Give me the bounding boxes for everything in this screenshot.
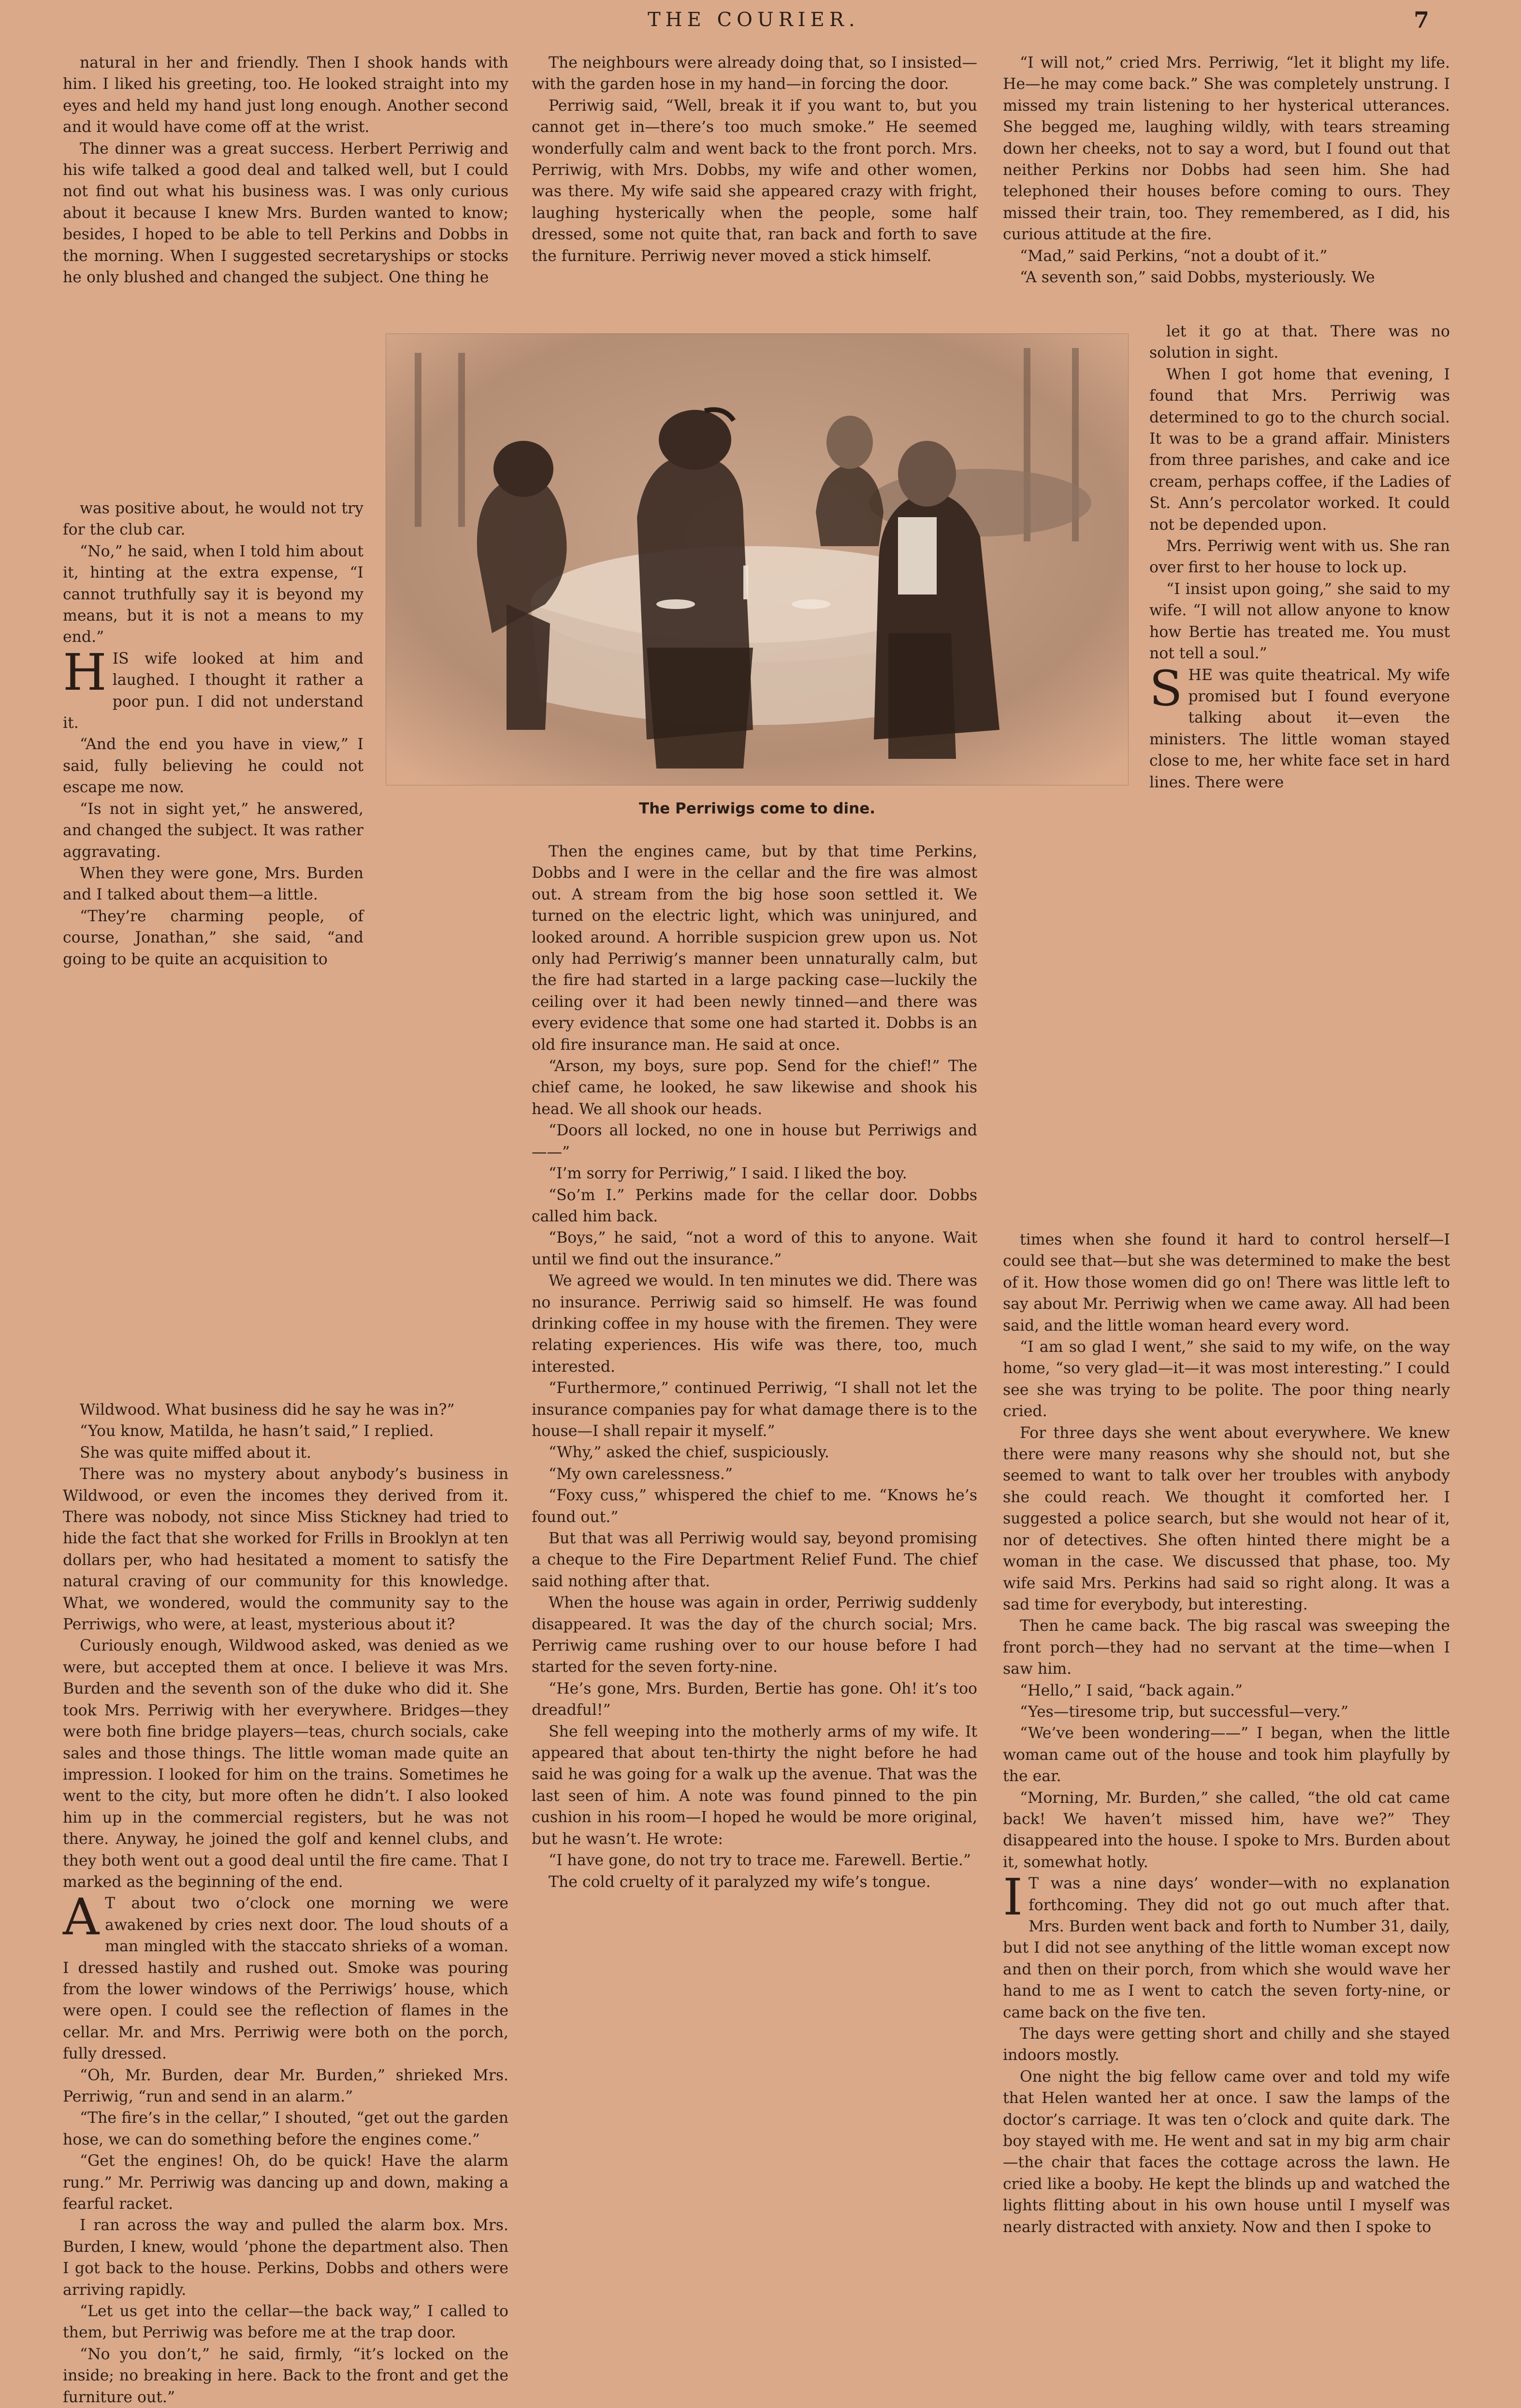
paragraph: Perriwig said, “Well, break it if you want to, but you cannot get in—there’s too much smoke.” He seemed wonderfully calm and went back to the front porch. Mrs. Perriwig, with Mrs. Dobbs, my wife and other women, was there. My wife said she appeared crazy with fright, laughing hysterically when the people, some half dressed, some not quite that, ran back and forth to save the furniture. Perriwig never moved a stick himself. [532, 97, 977, 265]
paragraph: “I am so glad I went,” she said to my wife, on the way home, “so very glad—it—it was most interesting.” I could see she was trying to be polite. The poor thing nearly cried. [1003, 1338, 1450, 1421]
paragraph: “Yes—tiresome trip, but successful—very.” [1020, 1703, 1348, 1721]
paragraph: We agreed we would. In ten minutes we did. There was no insurance. Perriwig said so himself. He was found drinking coffee in my house with the firemen. They were relating experiences. His wife was there, too, much interested. [532, 1272, 977, 1376]
paragraph: I ran across the way and pulled the alarm box. Mrs. Burden, I knew, would ’phone the department also. Then I got back to the house. Perkins, Dobbs and others were arriving rapidly. [63, 2217, 508, 2299]
paragraph: “Doors all locked, no one in house but Perriwigs and——” [532, 1122, 977, 1161]
column-1-bottom [63, 1399, 508, 2408]
paragraph: The neighbours were already doing that, so I insisted—with the garden hose in my hand—in forcing the door. [532, 54, 977, 93]
column-2-bottom [532, 841, 977, 1893]
paragraph: But that was all Perriwig would say, beyond promising a cheque to the Fire Department Relief Fund. The chief said nothing after that. [532, 1530, 977, 1590]
paragraph: For three days she went about everywhere. We knew there were many reasons why she should not, but she seemed to want to talk over her troubles with anybody she could reach. We thought it comforted her. I suggested a police search, but she would not hear of it, nor of detectives. She often hinted there might be a woman in the case. We discussed that phase, too. My wife said Mrs. Perkins had said so right along. It was a sad time for everybody, but interesting. [1003, 1424, 1450, 1613]
column-1-top [63, 52, 508, 288]
paragraph: When they were gone, Mrs. Burden and I talked about them—a little. [63, 864, 363, 904]
paragraph: “They’re charming people, of course, Jonathan,” she said, “and going to be quite an acquisition to [63, 907, 363, 968]
column-2-top [532, 52, 977, 267]
paragraph: Mrs. Perriwig went with us. She ran over first to her house to lock up. [1149, 537, 1450, 577]
paragraph [63, 642, 363, 734]
column-3-bottom [1003, 1229, 1450, 2238]
dinner-scene-image [386, 334, 1129, 785]
paragraph: natural in her and friendly. Then I shook hands with him. I liked his greeting, too. He looked straight into my eyes and held my hand just long enough. Another second and it would have come off at the wrist. [63, 54, 508, 136]
paragraph [63, 1887, 508, 2064]
paragraph: One night the big fellow came over and told my wife that Helen wanted her at once. I saw the lamps of the doctor’s carriage. It was ten o’clock and quite dark. The boy stayed with me. He went and sat in my big arm chair—the chair that faces the cottage across the lawn. He cried like a booby. He kept the blinds up and watched the lights flitting about in his own house until I myself was nearly distracted with anxiety. Now and then I spoke to [1003, 2068, 1450, 2236]
paragraph: “So’m I.” Perkins made for the cellar door. Dobbs called him back. [532, 1186, 977, 1225]
paragraph: “We’ve been wondering——” I began, when the little woman came out of the house and took him playfully by the ear. [1003, 1725, 1450, 1785]
paragraph: “Why,” asked the chief, suspiciously. [549, 1444, 829, 1462]
paragraph: “Hello,” I said, “back again.” [1020, 1682, 1243, 1699]
paragraph: “Get the engines! Oh, do be quick! Have the alarm rung.” Mr. Perriwig was dancing up and down, making a fearful racket. [63, 2152, 508, 2213]
paragraph: “Arson, my boys, sure pop. Send for the chief!” The chief came, he looked, he saw likewise and shook his head. We all shook our heads. [532, 1058, 977, 1118]
paragraph: “Let us get into the cellar—the back way,” I called to them, but Perriwig was before me at the trap door. [63, 2303, 508, 2342]
paragraph: Wildwood. What business did he say he was in?” [80, 1401, 455, 1419]
paragraph: The dinner was a great success. Herbert Perriwig and his wife talked a good deal and talked well, but I could not find out what his business was. I was only curious about it because I knew Mrs. Burden wanted to know; besides, I hoped to be able to tell Perkins and Dobbs in the morning. When I suggested secretaryships or stocks he only blushed and changed the subject. One thing he [63, 140, 508, 287]
paragraph: “I will not,” cried Mrs. Perriwig, “let it blight my life. He—he may come back.” She was completely unstrung. I missed my train listening to her hysterical utterances. She begged me, laughing wildly, with tears streaming down her cheeks, not to say a word, but I found out that neither Perkins nor Dobbs had seen him. She had telephoned their houses before coming to ours. They missed their train, too. They remembered, as I did, his curious attitude at the fire. [1003, 54, 1450, 244]
paragraph: “No you don’t,” he said, firmly, “it’s locked on the inside; no breaking in here. Back to the front and get the furniture out.” [63, 2345, 508, 2406]
paragraph: “Oh, Mr. Burden, dear Mr. Burden,” shrieked Mrs. Perriwig, “run and send in an alarm.” [63, 2066, 508, 2105]
paragraph: She fell weeping into the motherly arms of my wife. It appeared that about ten-thirty the night before he had said he was going for a walk up the avenue. That was the last seen of him. A note was found pinned to the pin cushion in his room—I hoped he would be more original, but he wasn’t. He wrote: [532, 1723, 977, 1848]
paragraph-text: T was a nine days’ wonder—with no explanation forthcoming. They did not go out much after that. Mrs. Burden went back and forth to Number 31, daily, but I did not see anything of the little woman except now and then on their porch, from which she would wave her hand to me as I went to catch the seven forty-nine, or came back on the five ten. [1003, 1875, 1450, 2021]
paragraph-text: IS wife looked at him and laughed. I thought it rather a poor pun. I did not understand it. [63, 650, 363, 732]
paragraph: She was quite miffed about it. [80, 1444, 312, 1462]
paragraph: “Boys,” he said, “not a word of this to anyone. Wait until we find out the insurance.” [532, 1229, 977, 1268]
drop-cap: S [1149, 660, 1183, 717]
column-3-narrow [1149, 321, 1450, 793]
paragraph: “I have gone, do not try to trace me. Farewell. Bertie.” [549, 1852, 971, 1870]
paragraph: The days were getting short and chilly and she stayed indoors mostly. [1003, 2025, 1450, 2064]
paragraph: “He’s gone, Mrs. Burden, Bertie has gone. Oh! it’s too dreadful!” [532, 1680, 977, 1719]
paragraph: “No,” he said, when I told him about it, hinting at the extra expense, “I cannot truthfully say it is beyond my means, but it is not a means to my end.” [63, 542, 363, 646]
paragraph-text: T about two o’clock one morning we were awakened by cries next door. The loud shouts of a man mingled with the staccato shrieks of a woman. I dressed hastily and rushed out. Smoke was pouring from the lower windows of the Perriwigs’ house, which were open. I could see the reflection of flames in the cellar. Mr. and Mrs. Perriwig were both on the porch, fully dressed. [63, 1895, 508, 2063]
paragraph: The cold cruelty of it paralyzed my wife’s tongue. [549, 1873, 931, 1891]
paragraph: There was no mystery about anybody’s business in Wildwood, or even the incomes they derived from it. There was nobody, not since Miss Stickney had tried to hide the fact that she worked for Frills in Brooklyn at ten dollars per, who had hesitated a moment to satisfy the natural craving of our community for this knowledge. What, we wondered, would the community say to the Perriwigs, who were, at least, mysterious about it? [63, 1465, 508, 1634]
paragraph: When I got home that evening, I found that Mrs. Perriwig was determined to go to the church social. It was to be a grand affair. Ministers from three parishes, and cake and ice cream, perhaps coffee, if the Ladies of St. Ann’s percolator worked. It could not be depended upon. [1149, 365, 1450, 534]
paragraph [1003, 1868, 1450, 2023]
paragraph: Then he came back. The big rascal was sweeping the front porch—they had no servant at the time—when I saw him. [1003, 1617, 1450, 1678]
paragraph: “A seventh son,” said Dobbs, mysteriously. We [1020, 269, 1375, 287]
paragraph: “Morning, Mr. Burden,” she called, “the old cat came back! We haven’t missed him, have we?” They disappeared into the house. I spoke to Mrs. Burden about it, somewhat hotly. [1003, 1789, 1450, 1871]
paragraph: “Mad,” said Perkins, “not a doubt of it.” [1020, 247, 1328, 265]
paragraph: When the house was again in order, Perriwig suddenly disappeared. It was the day of the church social; Mrs. Perriwig came rushing over to our house before I had started for the seven forty-nine. [532, 1594, 977, 1676]
drop-cap: H [63, 642, 107, 702]
illustration-caption: The Perriwigs come to dine. [638, 800, 876, 817]
paragraph: Then the engines came, but by that time Perkins, Dobbs and I were in the cellar and the fire was almost out. A stream from the big hose soon settled it. We turned on the electric light, which was uninjured, and looked around. A horrible suspicion grew upon us. Not only had Perriwig’s manner been unnaturally calm, but the fire had started in a large packing case—luckily the ceiling over it had been newly tinned—and there was every evidence that some one had started it. Dobbs is an old fire insurance man. He said at once. [532, 843, 977, 1054]
paragraph-text: HE was quite theatrical. My wife promised but I found everyone talking about it—even the ministers. The little woman stayed close to me, her white face set in hard lines. There were [1149, 666, 1450, 791]
page-number: 7 [1414, 7, 1430, 33]
column-3-top [1003, 52, 1450, 288]
paragraph: “Is not in sight yet,” he answered, and changed the subject. It was rather aggravating. [63, 800, 363, 861]
paragraph: “And the end you have in view,” I said, fully believing he could not escape me now. [63, 736, 363, 797]
drop-cap: I [1003, 1868, 1023, 1927]
drop-cap: A [63, 1887, 100, 1947]
paragraph: “The fire’s in the cellar,” I shouted, “get out the garden hose, we can do something before the engines come.” [63, 2109, 508, 2148]
paragraph: “My own carelessness.” [549, 1465, 733, 1483]
paragraph: “I insist upon going,” she said to my wife. “I will not allow anyone to know how Bertie has treated me. You must not tell a soul.” [1149, 580, 1450, 663]
paragraph: times when she found it hard to control herself—I could see that—but she was determined to make the best of it. How those women did go on! There was little left to say about Mr. Perriwig when we came away. All had been said, and the little woman heard every word. [1003, 1231, 1450, 1335]
paragraph: “I’m sorry for Perriwig,” I said. I liked the boy. [549, 1165, 907, 1183]
paragraph: let it go at that. There was no solution in sight. [1149, 323, 1450, 362]
paragraph [1149, 660, 1450, 793]
column-1-narrow [63, 498, 363, 970]
paragraph: “Foxy cuss,” whispered the chief to me. “Knows he’s found out.” [532, 1487, 977, 1526]
publication-title: THE COURIER. [648, 9, 860, 31]
paragraph: “You know, Matilda, he hasn’t said,” I replied. [80, 1422, 434, 1440]
dinner-illustration [386, 334, 1129, 785]
paragraph: was positive about, he would not try for the club car. [63, 500, 363, 539]
paragraph: “Furthermore,” continued Perriwig, “I shall not let the insurance companies pay for what damage there is to the house—I shall repair it myself.” [532, 1379, 977, 1440]
page-header [0, 9, 1521, 38]
paragraph: Curiously enough, Wildwood asked, was denied as we were, but accepted them at once. I believe it was Mrs. Burden and the seventh son of the duke who did it. She took Mrs. Perriwig with her everywhere. Bridges—they were both fine bridge players—teas, church socials, cake sales and those things. The little woman made quite an impression. I looked for him on the trains. Sometimes he went to the city, but more often he didn’t. I also looked him up in the commercial registers, but he was not there. Anyway, he joined the golf and kennel clubs, and they both went out a good deal until the fire came. That I marked as the beginning of the end. [63, 1637, 508, 1891]
